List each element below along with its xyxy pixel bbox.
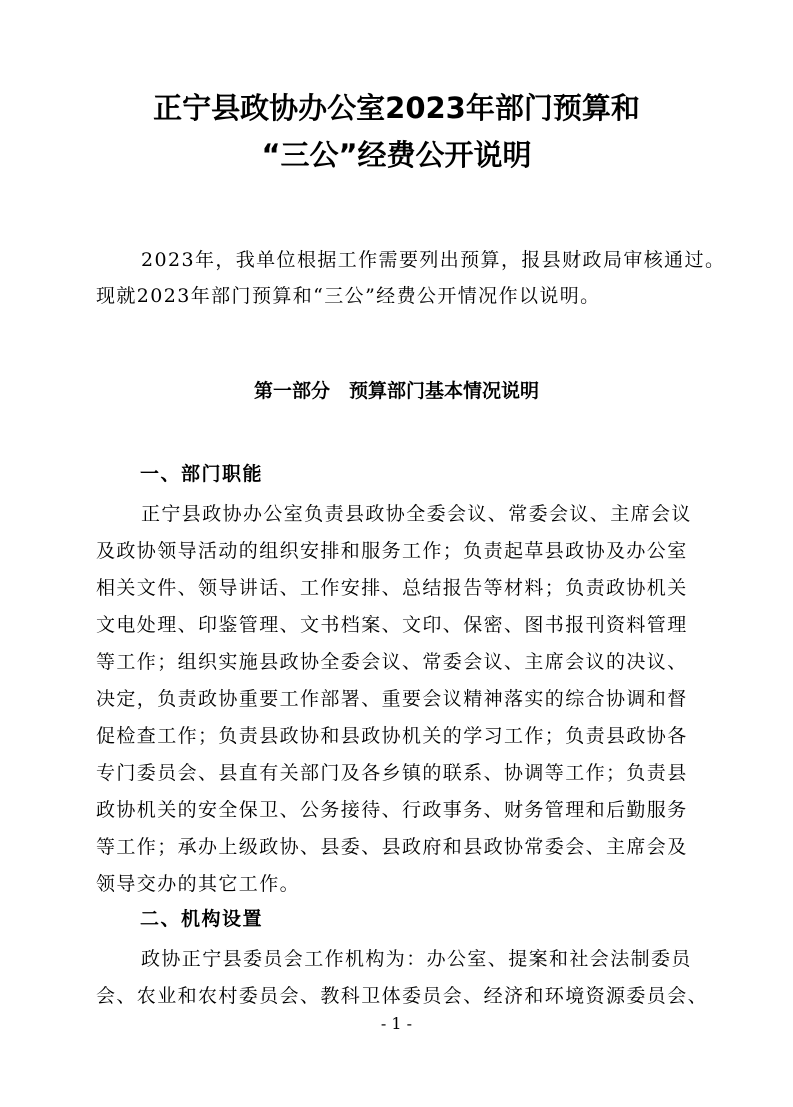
paragraph-line: 及政协领导活动的组织安排和服务工作；负责起草县政协及办公室 [96,540,688,562]
paragraph-line: 政协机关的安全保卫、公务接待、行政事务、财务管理和后勤服务 [96,799,688,821]
paragraph-line: 文电处理、印鉴管理、文书档案、文印、保密、图书报刊资料管理 [96,614,688,636]
paragraph-line: 政协正宁县委员会工作机构为：办公室、提案和社会法制委员 [141,948,692,970]
paragraph-line: 等工作；组织实施县政协全委会议、常委会议、主席会议的决议、 [96,651,688,673]
intro-paragraph [96,242,726,314]
section-heading-structure: 二、机构设置 [140,908,264,930]
page-number: - 1 - [380,1014,413,1033]
structure-paragraph [96,941,720,1015]
paragraph-line: 决定，负责政协重要工作部署、重要会议精神落实的综合协调和督 [96,688,688,710]
paragraph-line: 等工作；承办上级政协、县委、县政府和县政协常委会、主席会及 [96,836,688,858]
intro-line: 2023年，我单位根据工作需要列出预算，报县财政局审核通过。 [141,249,726,271]
paragraph-line: 专门委员会、县直有关部门及各乡镇的联系、协调等工作；负责县 [96,762,688,784]
intro-line: 现就2023年部门预算和“三公”经费公开情况作以说明。 [96,285,601,307]
part-one-title: 第一部分 预算部门基本情况说明 [253,380,539,402]
paragraph-line: 相关文件、领导讲话、工作安排、总结报告等材料；负责政协机关 [96,577,688,599]
functions-paragraph [96,496,720,903]
paragraph-line: 领导交办的其它工作。 [96,873,301,895]
paragraph-line: 正宁县政协办公室负责县政协全委会议、常委会议、主席会议 [141,503,692,525]
document-title-line-2: “三公”经费公开说明 [261,138,532,172]
document-title-line-1: 正宁县政协办公室2023年部门预算和 [153,91,640,125]
paragraph-line: 会、农业和农村委员会、教科卫体委员会、经济和环境资源委员会、 [96,985,709,1007]
section-heading-functions: 一、部门职能 [140,463,264,485]
paragraph-line: 促检查工作；负责县政协和县政协机关的学习工作；负责县政协各 [96,725,688,747]
